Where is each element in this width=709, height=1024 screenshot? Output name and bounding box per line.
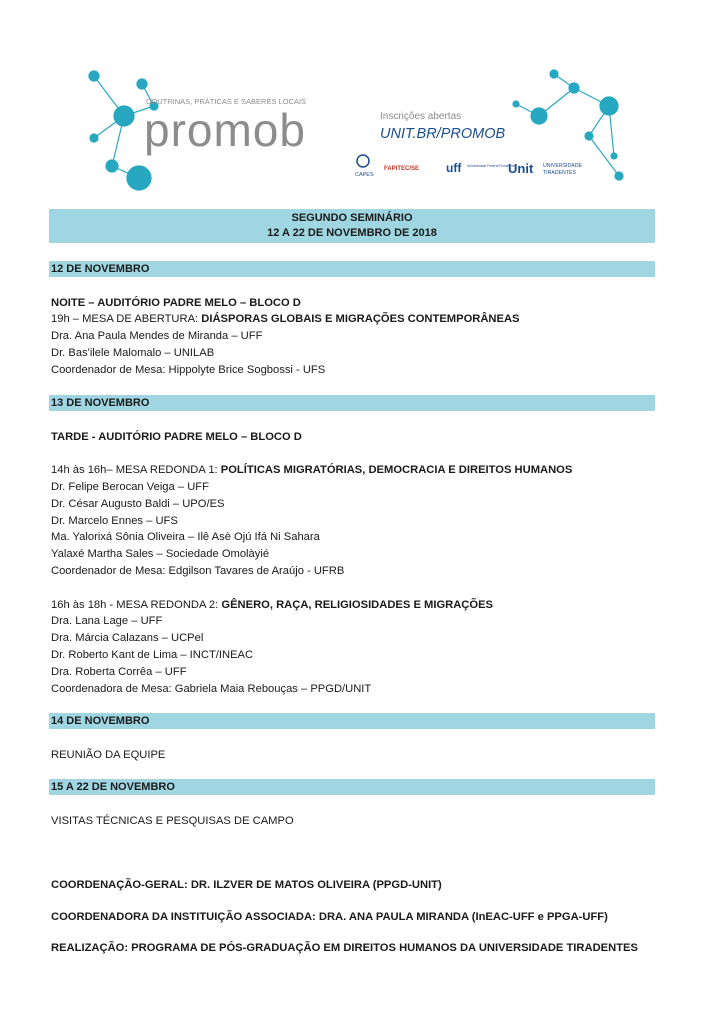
date-label: 13 DE NOVEMBRO <box>51 397 150 409</box>
capes-icon <box>357 155 369 167</box>
date-bar-12 <box>49 261 655 277</box>
date-bar-15-22 <box>49 779 655 795</box>
associate-coordination: COORDENADORA DA INSTITUIÇÃO ASSOCIADA: DRA. ANA PAULA MIRANDA (InEAC-UFF e PPGA-UFF) <box>51 911 608 923</box>
seminar-title-bar <box>49 209 655 243</box>
speaker: Dra. Roberta Corrêa – UFF <box>51 666 187 678</box>
coordinator: Coordenador de Mesa: Hippolyte Brice Sogbossi - UFS <box>51 364 326 376</box>
banner-logo: promob <box>144 104 306 156</box>
speaker: Dra. Lana Lage – UFF <box>51 615 163 627</box>
date-bar-13 <box>49 395 655 411</box>
speaker: Dra. Márcia Calazans – UCPel <box>51 632 204 644</box>
sponsor-uff-name: Universidade Federal Fluminense <box>467 164 517 168</box>
speaker: Dr. Bas'ilele Malomalo – UNILAB <box>51 347 215 359</box>
date-label: 15 A 22 DE NOVEMBRO <box>51 781 175 793</box>
banner-subtitle: DOUTRINAS, PRÁTICAS E SABERES LOCAIS <box>146 97 307 106</box>
speaker: Dra. Ana Paula Mendes de Miranda – UFF <box>51 330 263 342</box>
speaker: Dr. Marcelo Ennes – UFS <box>51 515 178 527</box>
sponsor-unit-line2: TIRADENTES <box>543 170 576 176</box>
event-line <box>51 597 493 613</box>
date-label: 14 DE NOVEMBRO <box>51 715 150 727</box>
session-heading: NOITE – AUDITÓRIO PADRE MELO – BLOCO D <box>51 297 301 309</box>
event-prefix: 14h às 16h– MESA REDONDA 1: <box>51 464 221 476</box>
seminar-dates: 12 A 22 DE NOVEMBRO DE 2018 <box>267 227 437 239</box>
event-prefix: 16h às 18h - MESA REDONDA 2: <box>51 599 222 611</box>
seminar-title: SEGUNDO SEMINÁRIO <box>291 212 413 224</box>
sponsor-unit-line1: UNIVERSIDADE <box>543 163 582 169</box>
speaker: Yalaxé Martha Sales – Sociedade Omolàyié <box>51 548 270 560</box>
banner-inscricoes: Inscrições abertas <box>380 111 462 122</box>
sponsor-logos <box>355 155 582 178</box>
speaker: Dr. César Augusto Baldi – UPO/ES <box>51 498 225 510</box>
session-heading: TARDE - AUDITÓRIO PADRE MELO – BLOCO D <box>51 431 302 443</box>
sponsor-uff: uff <box>446 161 462 175</box>
event-line <box>51 462 572 478</box>
speaker: Dr. Roberto Kant de Lima – INCT/INEAC <box>51 649 254 661</box>
realization: REALIZAÇÃO: PROGRAMA DE PÓS-GRADUAÇÃO EM DIREITOS HUMANOS DA UNIVERSIDADE TIRADENTES <box>51 942 638 954</box>
event-line <box>51 311 520 327</box>
general-coordination: COORDENAÇÃO-GERAL: DR. ILZVER DE MATOS OLIVEIRA (PPGD-UNIT) <box>51 879 442 891</box>
activity: REUNIÃO DA EQUIPE <box>51 749 166 761</box>
coordinator: Coordenador de Mesa: Edgilson Tavares de Araújo - UFRB <box>51 565 345 577</box>
date-bar-14 <box>49 713 655 729</box>
event-banner <box>84 66 624 194</box>
event-title: DIÁSPORAS GLOBAIS E MIGRAÇÕES CONTEMPORÂNEAS <box>201 313 520 325</box>
coordinator: Coordenadora de Mesa: Gabriela Maia Rebouças – PPGD/UNIT <box>51 683 372 695</box>
activity: VISITAS TÉCNICAS E PESQUISAS DE CAMPO <box>51 815 294 827</box>
sponsor-unit: Unit <box>508 161 534 176</box>
event-prefix: 19h – MESA DE ABERTURA: <box>51 313 202 325</box>
event-title: POLÍTICAS MIGRATÓRIAS, DEMOCRACIA E DIREITOS HUMANOS <box>220 464 573 476</box>
date-label: 12 DE NOVEMBRO <box>51 263 150 275</box>
sponsor-fapitec: FAPITEC/SE <box>384 166 420 172</box>
sponsor-capes: CAPES <box>355 172 374 178</box>
event-title: GÊNERO, RAÇA, RELIGIOSIDADES E MIGRAÇÕES <box>221 599 494 611</box>
banner-url: UNIT.BR/PROMOB <box>380 126 506 142</box>
speaker: Ma. Yalorixá Sônia Oliveira – Ilê Asè Ojú Ifá Ni Sahara <box>51 531 320 543</box>
speaker: Dr. Felipe Berocan Veiga – UFF <box>51 481 209 493</box>
